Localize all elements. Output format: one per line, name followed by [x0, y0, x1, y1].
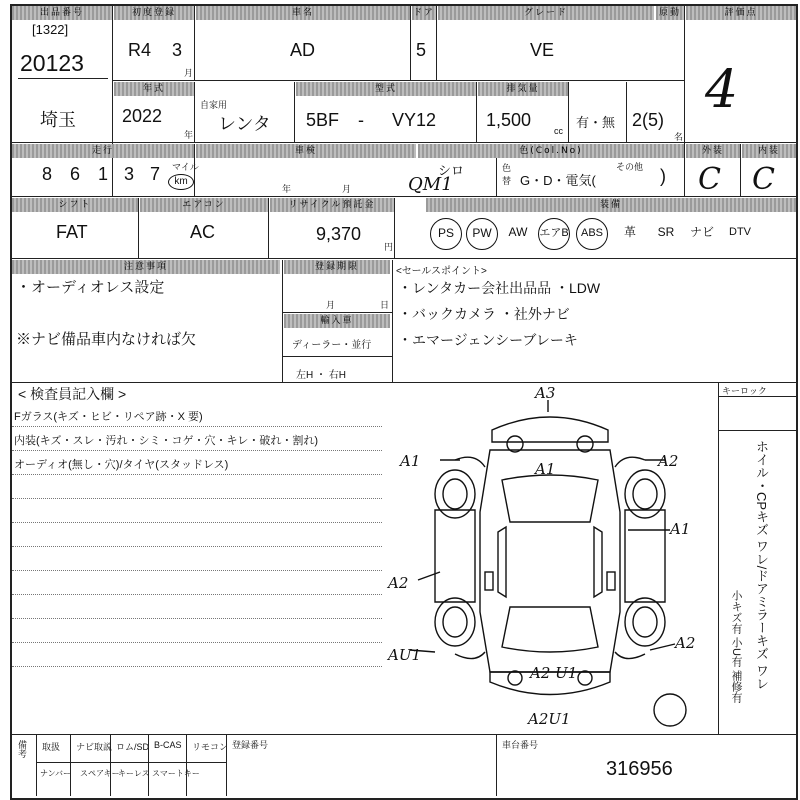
shaken-header: 車検: [196, 144, 416, 158]
mileage-digit: 6: [70, 164, 81, 184]
footer-label: ナンバー: [40, 769, 72, 778]
notes-header: 注意事項: [12, 260, 280, 274]
mileage-header: 走行: [12, 144, 194, 158]
equipment-item: SR: [657, 225, 675, 239]
cc-header: 排気量: [478, 82, 568, 96]
mark-a2-right-bottom: A2: [675, 634, 696, 652]
footer-label: スペアキー: [80, 769, 120, 778]
footer-side-label: 備考: [17, 740, 27, 758]
footer-label: 取扱: [42, 742, 61, 752]
mileage-digit: 3: [124, 164, 135, 184]
import-header: 輸入車: [284, 314, 390, 328]
color-replace: 色替: [502, 163, 512, 186]
fuel-close: ): [660, 166, 666, 186]
ruled-line: [12, 522, 382, 523]
grade-header: グレード: [438, 6, 654, 20]
equipment-item: ABS: [576, 218, 608, 250]
score: 4: [705, 60, 739, 120]
ac-header: エアコン: [140, 198, 268, 212]
reg-month-unit: 月: [326, 300, 336, 310]
exterior-grade: C: [698, 162, 721, 197]
use: レンタ: [218, 114, 271, 134]
mark-au1-left: AU1: [388, 646, 422, 664]
model-code: VY12: [392, 110, 437, 130]
sales-point: ・エマージェンシーブレーキ: [398, 332, 578, 348]
interior-grade: C: [752, 162, 775, 197]
color-code: QM1: [408, 174, 453, 195]
first-reg-era: R4: [128, 40, 152, 60]
model-prefix: 5BF: [306, 110, 340, 130]
footer-label: B-CAS: [154, 740, 182, 750]
ruled-line: [12, 426, 382, 427]
doors: 5: [416, 40, 427, 60]
ruled-line: [12, 498, 382, 499]
reg-day-unit: 日: [380, 300, 390, 310]
fuel-options: G・D・電気(: [520, 173, 596, 188]
ruled-line: [12, 450, 382, 451]
mark-a2u1-bottom: A2U1: [528, 710, 571, 728]
equipment-item: エアB: [538, 218, 570, 250]
cc-unit: cc: [554, 126, 563, 136]
shaken-month-unit: 月: [342, 184, 352, 194]
recycle-header: リサイクル預託金: [270, 198, 394, 212]
lot-header: 出品番号: [12, 6, 112, 20]
recycle-fee: 9,370: [316, 224, 362, 244]
ac: AC: [190, 222, 216, 242]
equipment-item: PW: [466, 218, 498, 250]
mark-a1-left: A1: [400, 452, 421, 470]
mileage-digit: 7: [150, 164, 161, 184]
footer-label: ナビ取説: [76, 742, 113, 752]
interior-check: 内装(キズ・スレ・汚れ・シミ・コゲ・穴・キレ・破れ・割れ): [14, 435, 318, 447]
equipment-item: DTV: [729, 226, 751, 238]
seats: 2(5): [632, 110, 665, 130]
model-header: 型式: [296, 82, 476, 96]
recycle-unit: 円: [384, 242, 394, 252]
key-lock-label: キーロック: [722, 386, 767, 396]
use-label: 自家用: [200, 100, 228, 110]
side-note: ホイル・CPキズ ワレ/ドアミラーキズ ワレ: [754, 440, 769, 690]
shaken-year-unit: 年: [282, 184, 292, 194]
sales-header: <セールスポイント>: [396, 266, 487, 277]
equipment-item: PS: [430, 218, 462, 250]
lot-prefix: [1322]: [32, 22, 69, 37]
mile-unit: マイル: [172, 162, 199, 172]
region: 埼玉: [40, 110, 76, 130]
model-year: 2022: [122, 106, 163, 126]
equipment-item: 革: [623, 225, 636, 239]
reg-deadline-header: 登録期限: [284, 260, 390, 274]
nox-options: 有・無: [576, 115, 616, 130]
chassis-number: 316956: [606, 758, 673, 780]
interior-header: 内装: [742, 144, 796, 158]
mark-a2-left: A2: [388, 574, 409, 592]
footer-label: キーレス: [118, 769, 150, 778]
note-line: ※ナビ備品車内なければ欠: [16, 331, 197, 348]
chassis-label: 車台番号: [502, 740, 539, 750]
ruled-line: [12, 618, 382, 619]
footer-label: ロム/SD: [116, 742, 150, 752]
inspector-title: < 検査員記入欄 >: [18, 386, 127, 402]
equipment-item: AW: [508, 225, 528, 239]
shift-header: シフト: [12, 198, 138, 212]
door-header: ドア: [413, 8, 435, 18]
sales-point: ・レンタカー会社出品品 ・LDW: [398, 280, 601, 296]
color: シロ: [438, 163, 465, 178]
import-type: ディーラー・並行: [292, 340, 372, 351]
ruled-line: [12, 642, 382, 643]
mark-a3: A3: [535, 384, 556, 402]
km-unit: km: [168, 174, 194, 190]
audio-tire: オーディオ(無し・穴)/タイヤ(スタッドレス): [14, 459, 229, 471]
note-line: ・オーディオレス設定: [16, 279, 165, 296]
model-dash: -: [358, 110, 364, 130]
score-header: 評価点: [686, 6, 796, 20]
footer-label: リモコン: [192, 742, 229, 752]
mark-a1-right: A1: [670, 520, 691, 538]
car-name: AD: [290, 40, 316, 60]
mileage-digit: 8: [42, 164, 53, 184]
exterior-header: 外装: [686, 144, 740, 158]
mark-a2-right: A2: [658, 452, 679, 470]
displacement: 1,500: [486, 110, 532, 130]
equipment-item: ナビ: [689, 225, 714, 239]
footer-label: スマートキー: [152, 769, 200, 778]
first-reg-header: 初度登録: [114, 6, 194, 20]
ruled-line: [12, 474, 382, 475]
side-note-2: 小キズ有 小U有 補修有: [730, 590, 742, 704]
engine-header: 原動: [656, 6, 684, 20]
mark-a1-roof: A1: [535, 460, 556, 478]
car-damage-diagram: [380, 382, 720, 732]
sales-point: ・バックカメラ ・社外ナビ: [398, 306, 570, 322]
handle-side: 左H ・ 右H: [296, 370, 346, 381]
f-glass: Fガラス(キズ・ヒビ・リペア跡・X 要): [14, 411, 203, 423]
lot-number: 20123: [20, 50, 84, 76]
ruled-line: [12, 594, 382, 595]
first-reg-month: 3: [172, 40, 183, 60]
car-name-header: 車名: [196, 6, 410, 20]
fuel-other: その他: [616, 162, 644, 172]
reg-no-label: 登録番号: [232, 740, 269, 750]
month-unit: 月: [184, 68, 194, 78]
ruled-line: [12, 570, 382, 571]
equipment-header: 装備: [426, 198, 796, 212]
seats-unit: 名: [674, 132, 684, 142]
year-unit: 年: [184, 130, 194, 140]
ruled-line: [12, 546, 382, 547]
mileage-digit: 1: [98, 164, 109, 184]
color-header: 色(Col.No): [418, 144, 684, 158]
ruled-line: [12, 666, 382, 667]
year-header: 年式: [114, 82, 194, 96]
mark-a2u1-rear: A2 U1: [530, 664, 578, 682]
shift: FAT: [56, 222, 88, 242]
grade: VE: [530, 40, 555, 60]
